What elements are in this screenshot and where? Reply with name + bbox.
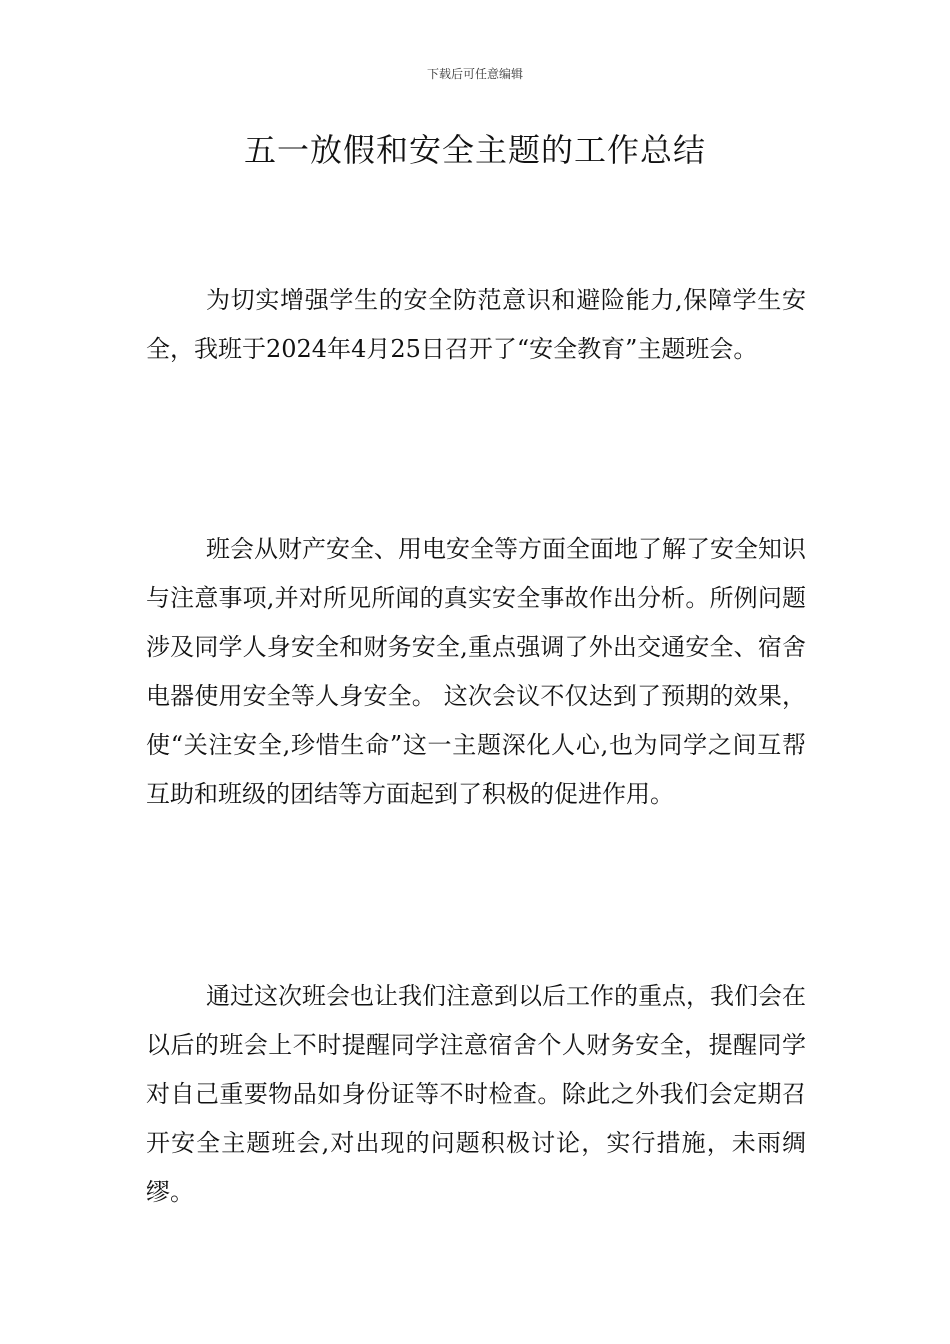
paragraph-3: 通过这次班会也让我们注意到以后工作的重点，我们会在以后的班会上不时提醒同学注意宿舍个人财务安全，提醒同学对自己重要物品如身份证等不时检查。除此之外我们会定期召开安全主题班会,对出现的问题积极讨论，实行措施，未雨绸缪。 xyxy=(146,982,806,1206)
page-header-note: 下载后可任意编辑 xyxy=(426,67,523,81)
paragraph-2: 班会从财产安全、用电安全等方面全面地了解了安全知识与注意事项,并对所见所闻的真实安全事故作出分析。所例问题涉及同学人身安全和财务安全,重点强调了外出交通安全、宿舍电器使用安全等人身安全。 这次会议不仅达到了预期的效果，使“关注安全,珍惜生命”这一主题深化人心,也为同学之间互帮互助和班级的团结等方面起到了积极的促进作用。 xyxy=(146,535,806,808)
paragraph-1: 为切实增强学生的安全防范意识和避险能力,保障学生安全，我班于2024年4月25日召开了“安全教育”主题班会。 xyxy=(146,286,806,363)
document-title: 五一放假和安全主题的工作总结 xyxy=(243,131,706,169)
